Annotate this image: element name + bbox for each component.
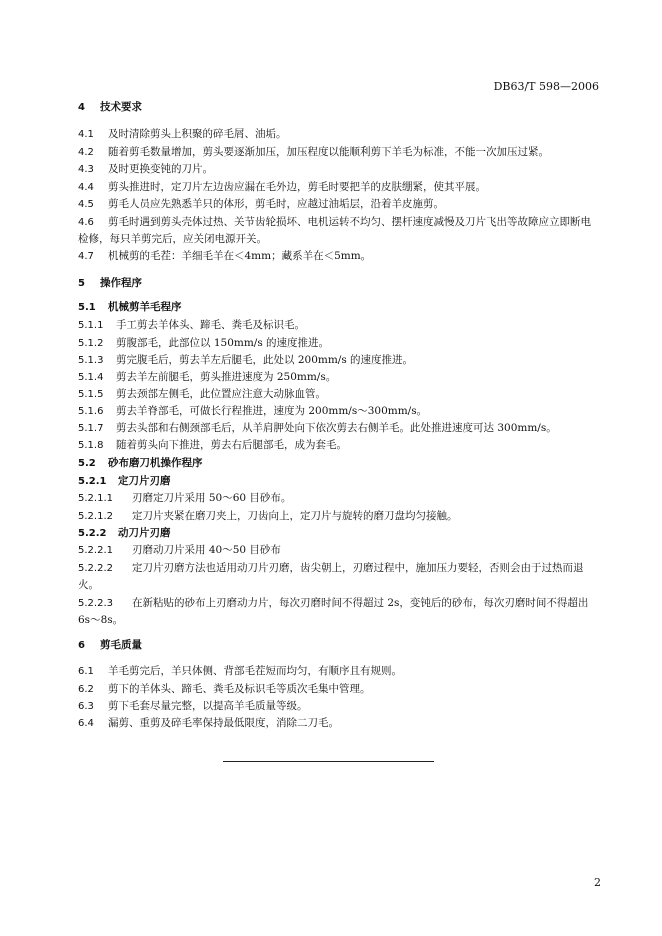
- subsection-number: 5.1: [78, 302, 96, 313]
- subsection-title: 砂布磨刀机操作程序: [108, 457, 203, 469]
- clause-number: 6.3: [78, 701, 94, 712]
- subsection-number: 5.2.2: [78, 528, 107, 539]
- clause-number: 6.1: [78, 666, 94, 677]
- clause-number: 5.2.1.2: [78, 511, 113, 522]
- clause-text: 羊毛剪完后，羊只体侧、背部毛茬短而均匀，有顺序且有规则。: [108, 665, 402, 677]
- subsection-title: 定刀片刃磨: [118, 475, 171, 487]
- clause-5-1-7: [78, 421, 557, 436]
- clause-5-1-6: [78, 404, 427, 419]
- section-6-heading: [78, 638, 142, 653]
- subsection-number: 5.2: [78, 458, 96, 469]
- clause-4-4: [78, 180, 486, 195]
- clause-text: 刃磨动刀片采用 40～50 目砂布: [132, 544, 281, 556]
- clause-text: 在新粘贴的砂布上刃磨动力片，每次刃磨时间不得超过 2s，变钝后的砂布，每次刃磨时间不得超出 6s～8s。: [78, 597, 589, 626]
- clause-text: 剪去颈部左侧毛，此位置应注意大动脉血管。: [116, 388, 326, 400]
- clause-5-1-3: [78, 353, 413, 368]
- subsection-5-2-2: [78, 526, 171, 541]
- subsection-number: 5.2.1: [78, 476, 107, 487]
- clause-text: 剪下的羊体头、蹄毛、粪毛及标识毛等质次毛集中管理。: [108, 683, 371, 695]
- clause-number: 4.3: [78, 164, 94, 175]
- clause-text: 剪毛人员应先熟悉羊只的体形，剪毛时，应越过油垢层，沿着羊皮施剪。: [108, 198, 444, 210]
- end-of-document-rule: [223, 761, 434, 762]
- clause-number: 4.2: [78, 147, 94, 158]
- clause-text: 剪去头部和右侧颈部毛后，从羊肩胛处向下依次剪去右侧羊毛。此处推进速度可达 300mm/s。: [116, 422, 557, 434]
- section-number: 4: [78, 102, 85, 113]
- clause-text: 机械剪的毛茬：羊细毛羊在＜4mm；藏系羊在＜5mm。: [108, 250, 372, 262]
- clause-number: 5.1.8: [78, 440, 104, 451]
- clause-4-5: [78, 197, 444, 212]
- clause-number: 4.6: [78, 217, 94, 228]
- clause-5-2-1-2: [78, 509, 458, 524]
- section-title: 操作程序: [100, 277, 142, 289]
- clause-number: 6.4: [78, 718, 94, 729]
- clause-5-2-2-3: [78, 595, 600, 629]
- clause-number: 4.4: [78, 182, 94, 193]
- subsection-title: 动刀片刃磨: [118, 527, 171, 539]
- subsection-5-1: [78, 300, 182, 315]
- clause-text: 剪下毛套尽量完整，以提高羊毛质量等级。: [108, 700, 308, 712]
- clause-text: 手工剪去羊体头、蹄毛、粪毛及标识毛。: [116, 319, 305, 331]
- clause-4-1: [78, 127, 287, 142]
- clause-text: 刃磨定刀片采用 50～60 目砂布。: [132, 492, 292, 504]
- clause-4-3: [78, 162, 213, 177]
- clause-text: 剪完腹毛后，剪去羊左后腿毛，此处以 200mm/s 的速度推进。: [116, 354, 414, 366]
- clause-5-1-4: [78, 370, 336, 385]
- clause-4-7: [78, 249, 371, 264]
- clause-number: 4.5: [78, 199, 94, 210]
- clause-text: 及时清除剪头上积聚的碎毛屑、油垢。: [108, 128, 287, 140]
- clause-text: 剪头推进时，定刀片左边齿应漏在毛外边，剪毛时要把羊的皮肤绷紧，使其平展。: [108, 181, 486, 193]
- section-title: 剪毛质量: [100, 639, 142, 651]
- section-title: 技术要求: [100, 101, 142, 113]
- section-4-heading: [78, 100, 142, 115]
- clause-text: 定刀片刃磨方法也适用动刀片刃磨，齿尖朝上，刃磨过程中，施加压力要轻，否则会由于过热而退火。: [78, 562, 584, 591]
- clause-5-2-2-1: [78, 543, 281, 558]
- clause-number: 5.1.5: [78, 389, 104, 400]
- clause-text: 剪去羊左前腿毛，剪头推进速度为 250mm/s。: [116, 371, 337, 383]
- clause-number: 5.1.7: [78, 423, 104, 434]
- clause-number: 5.2.2.2: [78, 563, 113, 574]
- subsection-5-2: [78, 456, 203, 471]
- clause-6-1: [78, 664, 402, 679]
- clause-5-2-2-2: [78, 560, 600, 594]
- document-code: DB63/T 598—2006: [493, 80, 599, 93]
- section-5-heading: [78, 276, 142, 291]
- clause-4-6: [78, 214, 600, 247]
- clause-number: 4.7: [78, 251, 94, 262]
- clause-number: 5.2.1.1: [78, 493, 113, 504]
- clause-number: 5.1.6: [78, 406, 104, 417]
- clause-text: 定刀片夹紧在磨刀夹上，刀齿向上，定刀片与旋转的磨刀盘均匀接触。: [132, 510, 458, 522]
- clause-text: 随着剪头向下推进，剪去右后腿部毛，成为套毛。: [116, 439, 347, 451]
- clause-6-4: [78, 716, 339, 731]
- clause-text: 剪腹部毛，此部位以 150mm/s 的速度推进。: [116, 337, 330, 349]
- clause-text: 剪毛时遇到剪头壳体过热、关节齿轮损坏、电机运转不均匀、摆杆速度减慢及刀片飞出等故障应立即断电检修，每只羊剪完后，应关闭电源开关。: [78, 216, 591, 245]
- clause-number: 5.2.2.1: [78, 545, 113, 556]
- clause-6-3: [78, 699, 308, 714]
- subsection-title: 机械剪羊毛程序: [108, 301, 182, 313]
- clause-text: 及时更换变钝的刀片。: [108, 163, 213, 175]
- section-number: 5: [78, 278, 85, 289]
- page-number: 2: [594, 876, 601, 889]
- clause-5-1-1: [78, 318, 305, 333]
- clause-number: 5.1.3: [78, 355, 104, 366]
- clause-5-1-5: [78, 387, 326, 402]
- clause-number: 6.2: [78, 684, 94, 695]
- section-number: 6: [78, 640, 85, 651]
- clause-text: 漏剪、重剪及碎毛率保持最低限度，消除二刀毛。: [108, 717, 339, 729]
- clause-5-1-2: [78, 336, 329, 351]
- clause-6-2: [78, 682, 371, 697]
- clause-4-2: [78, 145, 549, 160]
- clause-text: 剪去羊脊部毛，可做长行程推进，速度为 200mm/s～300mm/s。: [116, 405, 428, 417]
- clause-number: 5.1.4: [78, 372, 104, 383]
- clause-number: 5.2.2.3: [78, 598, 113, 609]
- clause-number: 5.1.1: [78, 320, 104, 331]
- clause-text: 随着剪毛数量增加，剪头要逐渐加压，加压程度以能顺利剪下羊毛为标准，不能一次加压过紧。: [108, 146, 549, 158]
- subsection-5-2-1: [78, 474, 171, 489]
- clause-number: 5.1.2: [78, 338, 104, 349]
- clause-5-1-8: [78, 438, 347, 453]
- clause-number: 4.1: [78, 129, 94, 140]
- clause-5-2-1-1: [78, 491, 291, 506]
